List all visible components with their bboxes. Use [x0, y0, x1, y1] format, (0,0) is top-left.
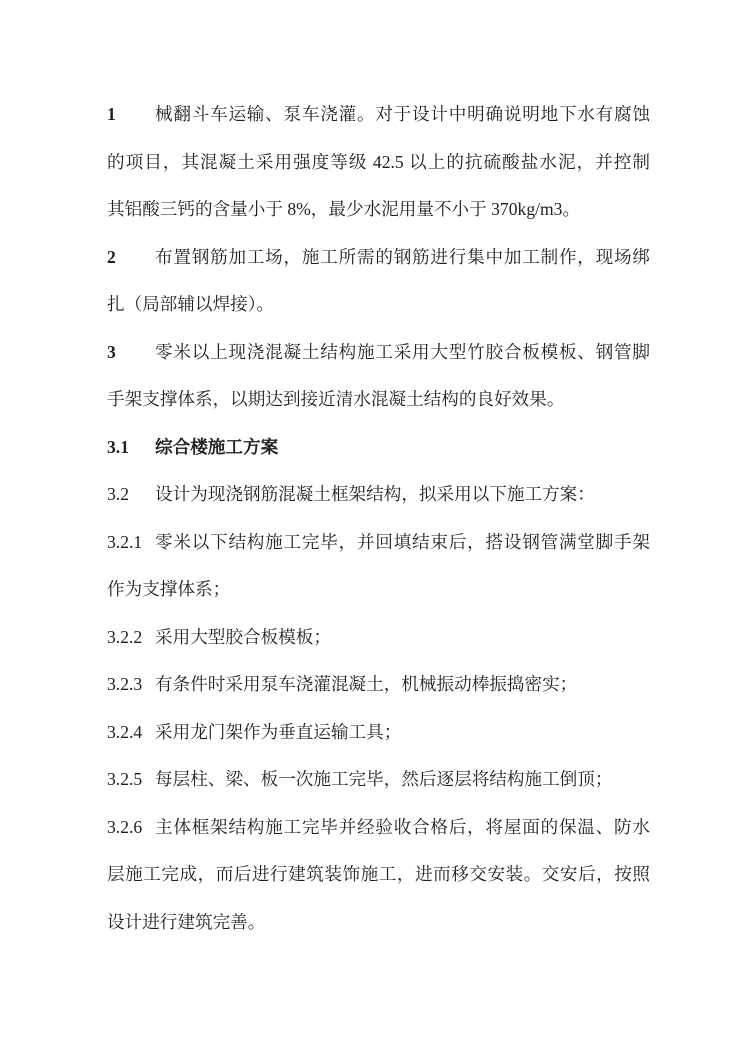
paragraph-line: 的项目，其混凝土采用强度等级 42.5 以上的抗硫酸盐水泥，并控制 — [107, 151, 650, 172]
paragraph-3-2-4 — [107, 709, 650, 757]
paragraph-3-2-6 — [107, 804, 650, 947]
paragraph-line: 层施工完成，而后进行建筑装饰施工，进而移交安装。交安后，按照 — [107, 864, 650, 884]
paragraph-line — [107, 519, 650, 567]
paragraph-number: 1 — [107, 104, 116, 124]
paragraph-line: 扎（局部辅以焊接）。 — [107, 294, 275, 314]
paragraph-text: 布置钢筋加工场，施工所需的钢筋进行集中加工制作，现场绑 — [155, 246, 650, 267]
paragraph-3-2-5 — [107, 756, 650, 804]
paragraph-line — [107, 709, 650, 757]
paragraph-line — [107, 614, 650, 662]
paragraph-3-2-2 — [107, 614, 650, 662]
paragraph-3-2 — [107, 471, 650, 519]
paragraph-line — [107, 234, 650, 282]
paragraph-line — [107, 329, 650, 377]
paragraph-text: 采用龙门架作为垂直运输工具； — [155, 721, 402, 742]
paragraph-number: 3.2.3 — [107, 674, 143, 694]
paragraph-text: 械翻斗车运输、泵车浇灌。对于设计中明确说明地下水有腐蚀 — [155, 104, 650, 124]
paragraph-line — [107, 756, 650, 804]
paragraph-number: 3.2 — [107, 484, 129, 504]
paragraph-line — [107, 804, 650, 852]
paragraph-1 — [107, 91, 650, 234]
paragraph-number: 2 — [107, 246, 116, 267]
paragraph-3-2-1 — [107, 519, 650, 614]
paragraph-text: 零米以下结构施工完毕，并回填结束后，搭设钢管满堂脚手架 — [155, 531, 650, 552]
paragraph-number: 3.2.6 — [107, 816, 143, 837]
document-body — [107, 91, 650, 946]
paragraph-line: 设计进行建筑完善。 — [107, 911, 266, 932]
heading-line — [107, 424, 650, 472]
paragraph-number: 3.2.2 — [107, 626, 143, 647]
paragraph-text: 采用大型胶合板模板； — [155, 626, 331, 647]
heading-number: 3.1 — [107, 436, 129, 457]
paragraph-2 — [107, 234, 650, 329]
paragraph-text: 零米以上现浇混凝土结构施工采用大型竹胶合板模板、钢管脚 — [155, 341, 650, 362]
paragraph-number: 3 — [107, 341, 116, 362]
heading-text: 综合楼施工方案 — [155, 436, 279, 457]
paragraph-text: 设计为现浇钢筋混凝土框架结构，拟采用以下施工方案： — [155, 484, 595, 504]
paragraph-text: 每层柱、梁、板一次施工完毕，然后逐层将结构施工倒顶； — [155, 769, 613, 789]
paragraph-line: 手架支撑体系，以期达到接近清水混凝土结构的良好效果。 — [107, 389, 565, 409]
heading-3-1 — [107, 424, 650, 472]
paragraph-line: 作为支撑体系； — [107, 579, 231, 599]
paragraph-line — [107, 471, 650, 519]
paragraph-line — [107, 661, 650, 709]
paragraph-number: 3.2.4 — [107, 721, 143, 742]
paragraph-line — [107, 91, 650, 139]
paragraph-3-2-3 — [107, 661, 650, 709]
paragraph-text: 有条件时采用泵车浇灌混凝土，机械振动棒振捣密实； — [155, 674, 578, 694]
paragraph-text: 主体框架结构施工完毕并经验收合格后，将屋面的保温、防水 — [155, 816, 650, 837]
paragraph-number: 3.2.1 — [107, 531, 143, 552]
paragraph-3 — [107, 329, 650, 424]
paragraph-number: 3.2.5 — [107, 769, 143, 789]
paragraph-line: 其铝酸三钙的含量小于 8%，最少水泥用量不小于 370kg/m3。 — [107, 199, 581, 219]
